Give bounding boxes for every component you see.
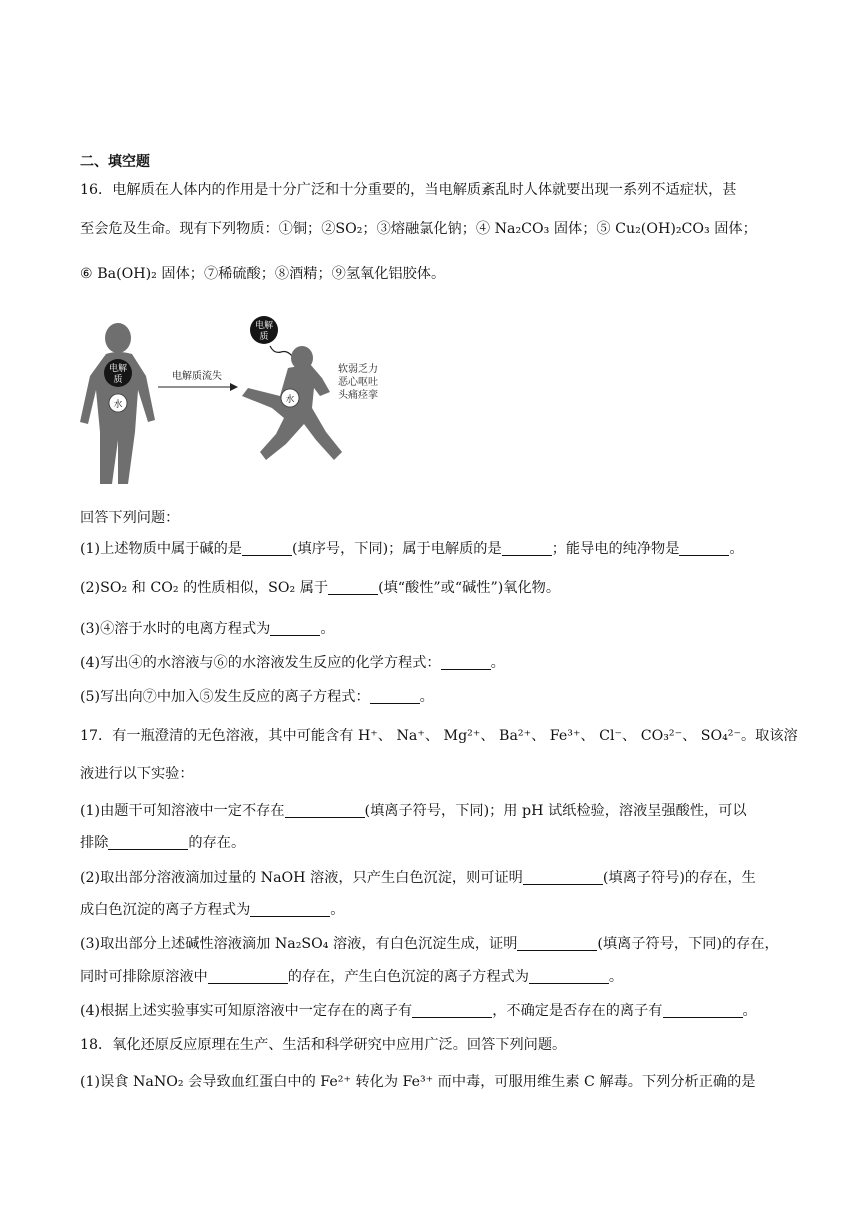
q16-p3-text-a: (3)④溶于水时的电离方程式为 xyxy=(80,621,271,637)
q16-part2 xyxy=(80,578,560,598)
q17-p3-text-e: 。 xyxy=(608,969,624,985)
bubble-right-text-b: 质 xyxy=(259,332,269,342)
answer-blank[interactable] xyxy=(517,935,597,951)
q17-p3-text-b: (填离子符号，下同)的存在， xyxy=(597,936,779,952)
bubble-tail xyxy=(270,346,292,356)
water-left-label: 水 xyxy=(113,400,123,410)
q17-p1-text-b: (填离子符号，下同)；用 pH 试纸检验，溶液呈强酸性，可以 xyxy=(364,803,747,819)
answer-blank[interactable] xyxy=(108,834,188,850)
bubble-left-text-a: 电解 xyxy=(108,364,128,374)
q16-intro-line3: ⑥ Ba(OH)₂ 固体；⑦稀硫酸；⑧酒精；⑨氢氧化铝胶体。 xyxy=(80,266,446,282)
bubble-right-text-a: 电解 xyxy=(254,321,274,331)
q17-intro-line2: 液进行以下实验： xyxy=(80,766,194,782)
q16-p1-text-d: 。 xyxy=(729,541,744,557)
q16-part1 xyxy=(80,539,744,559)
answer-blank[interactable] xyxy=(412,1002,492,1018)
answer-blank[interactable] xyxy=(441,654,491,670)
bubble-left-text-b: 质 xyxy=(113,375,123,385)
answer-blank[interactable] xyxy=(663,1002,743,1018)
q16-p1-text-c: ；能导电的纯净物是 xyxy=(551,541,680,557)
answer-blank[interactable] xyxy=(270,620,320,636)
symptom-3: 头痛痉挛 xyxy=(338,390,378,401)
q17-intro-line1: 17．有一瓶澄清的无色溶液，其中可能含有 H⁺、 Na⁺、 Mg²⁺、 Ba²⁺、 Fe³⁺、 Cl⁻、 CO₃²⁻、 SO₄²⁻。取该溶 xyxy=(80,728,798,744)
q17-p4-text-b: ，不确定是否存在的离子有 xyxy=(492,1003,663,1019)
q16-intro-line1: 16．电解质在人体内的作用是十分广泛和十分重要的，当电解质紊乱时人体就要出现一系列不适症状，甚 xyxy=(80,182,737,198)
q17-p1-text-a: (1)由题干可知溶液中一定不存在 xyxy=(80,803,285,819)
q16-p2-text-b: (填“酸性”或“碱性”)氧化物。 xyxy=(378,580,561,596)
answer-blank[interactable] xyxy=(250,901,330,917)
q16-p1-text-b: (填序号，下同)；属于电解质的是 xyxy=(291,541,502,557)
answer-blank[interactable] xyxy=(529,968,609,984)
q17-part4-line1 xyxy=(80,1001,757,1021)
electrolyte-loss-figure xyxy=(80,312,400,490)
symptom-1: 软弱乏力 xyxy=(338,364,378,375)
arrow-label: 电解质流失 xyxy=(172,371,222,382)
q17-part2-line1 xyxy=(80,868,756,888)
section-title: 二、填空题 xyxy=(80,154,150,170)
q17-p3-text-d: 的存在，产生白色沉淀的离子方程式为 xyxy=(287,969,529,985)
q18-part1: (1)误食 NaNO₂ 会导致血红蛋白中的 Fe²⁺ 转化为 Fe³⁺ 而中毒，可服用维生素 C 解毒。下列分析正确的是 xyxy=(80,1074,756,1090)
q16-p3-text-b: 。 xyxy=(320,621,335,637)
q17-part1-line1 xyxy=(80,801,747,821)
q18-intro: 18．氧化还原反应原理在生产、生活和科学研究中应用广泛。回答下列问题。 xyxy=(80,1037,567,1053)
q16-answer-prompt: 回答下列问题： xyxy=(80,510,180,526)
answer-blank[interactable] xyxy=(208,968,288,984)
answer-blank[interactable] xyxy=(328,579,378,595)
q17-part3-line2 xyxy=(80,967,623,987)
q16-p2-text-a: (2)SO₂ 和 CO₂ 的性质相似，SO₂ 属于 xyxy=(80,580,329,596)
q17-p2-text-d: 。 xyxy=(330,902,345,918)
q17-p2-text-c: 成白色沉淀的离子方程式为 xyxy=(80,902,251,918)
q17-p4-text-c: 。 xyxy=(742,1003,757,1019)
q17-p2-text-a: (2)取出部分溶液滴加过量的 NaOH 溶液，只产生白色沉淀，则可证明 xyxy=(80,870,523,886)
q17-p2-text-b: (填离子符号)的存在，生 xyxy=(602,870,756,886)
answer-blank[interactable] xyxy=(502,540,552,556)
q16-part5 xyxy=(80,687,434,707)
q16-part3 xyxy=(80,619,335,639)
answer-blank[interactable] xyxy=(523,869,603,885)
q17-part3-line1 xyxy=(80,934,779,954)
q16-p4-text-b: 。 xyxy=(490,655,505,671)
q16-p1-text-a: (1)上述物质中属于碱的是 xyxy=(80,541,242,557)
arrow-head xyxy=(230,383,238,391)
q16-p5-text-b: 。 xyxy=(419,689,434,705)
water-right-label: 水 xyxy=(285,395,295,405)
answer-blank[interactable] xyxy=(679,540,729,556)
electrolyte-loss-illustration xyxy=(80,312,400,490)
q17-p3-text-a: (3)取出部分上述碱性溶液滴加 Na₂SO₄ 溶液，有白色沉淀生成，证明 xyxy=(80,936,518,952)
q16-intro-line2: 至会危及生命。现有下列物质：①铜；②SO₂；③熔融氯化钠；④ Na₂CO₃ 固体；⑤ Cu₂(OH)₂CO₃ 固体； xyxy=(80,221,757,237)
q17-p3-text-c: 同时可排除原溶液中 xyxy=(80,969,208,985)
q17-part2-line2 xyxy=(80,900,344,920)
q16-p5-text-a: (5)写出向⑦中加入⑤发生反应的离子方程式： xyxy=(80,689,370,705)
q17-part1-line2 xyxy=(80,833,245,853)
q16-p4-text-a: (4)写出④的水溶液与⑥的水溶液发生反应的化学方程式： xyxy=(80,655,441,671)
q17-p1-text-c: 排除 xyxy=(80,835,109,851)
symptom-2: 恶心呕吐 xyxy=(338,377,378,388)
answer-blank[interactable] xyxy=(242,540,292,556)
q17-p4-text-a: (4)根据上述实验事实可知原溶液中一定存在的离子有 xyxy=(80,1003,413,1019)
answer-blank[interactable] xyxy=(285,802,365,818)
q16-part4 xyxy=(80,653,505,673)
answer-blank[interactable] xyxy=(370,688,420,704)
q17-p1-text-d: 的存在。 xyxy=(188,835,246,851)
